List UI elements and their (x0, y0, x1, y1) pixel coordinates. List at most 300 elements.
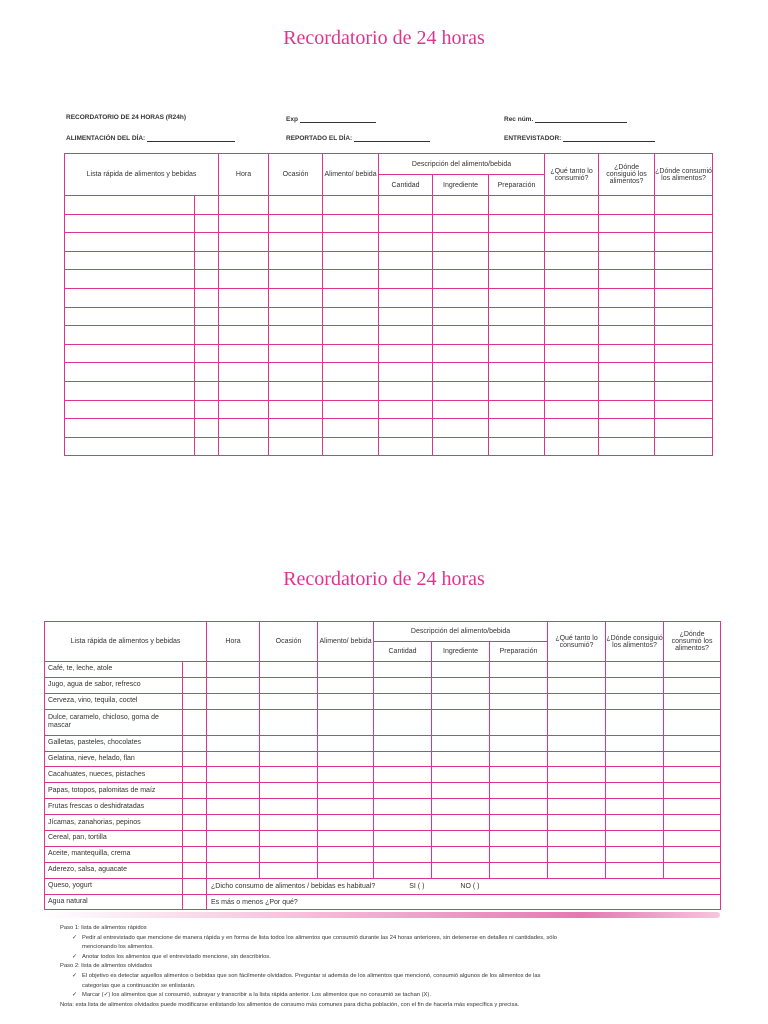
empty-cell[interactable] (606, 751, 664, 767)
empty-cell[interactable] (432, 799, 490, 815)
empty-cell[interactable] (379, 288, 433, 307)
col-que-tanto: ¿Qué tanto lo consumió? (548, 622, 606, 662)
empty-cell[interactable] (655, 233, 713, 252)
empty-cell[interactable] (490, 662, 548, 678)
rec-num-field[interactable]: Rec núm. (504, 114, 627, 123)
empty-cell[interactable] (599, 307, 655, 326)
empty-cell[interactable] (219, 381, 269, 400)
check-cell[interactable] (183, 878, 207, 894)
empty-cell[interactable] (318, 815, 374, 831)
empty-cell[interactable] (269, 288, 323, 307)
empty-cell[interactable] (195, 233, 219, 252)
empty-cell[interactable] (599, 437, 655, 456)
empty-cell[interactable] (490, 799, 548, 815)
form1-empty-row (65, 381, 713, 400)
empty-cell[interactable] (65, 419, 195, 438)
empty-cell[interactable] (269, 196, 323, 215)
empty-cell[interactable] (655, 214, 713, 233)
empty-cell[interactable] (664, 693, 721, 709)
food-row (45, 894, 721, 910)
empty-cell[interactable] (207, 735, 260, 751)
empty-cell[interactable] (207, 662, 260, 678)
empty-cell[interactable] (195, 400, 219, 419)
empty-cell[interactable] (269, 270, 323, 289)
empty-cell[interactable] (548, 799, 606, 815)
empty-cell[interactable] (490, 831, 548, 847)
check-cell[interactable] (183, 815, 207, 831)
empty-cell[interactable] (219, 270, 269, 289)
empty-cell[interactable] (379, 326, 433, 345)
empty-cell[interactable] (318, 709, 374, 735)
check-cell[interactable] (183, 709, 207, 735)
empty-cell[interactable] (433, 270, 489, 289)
empty-cell[interactable] (269, 307, 323, 326)
empty-cell[interactable] (260, 677, 318, 693)
empty-cell[interactable] (432, 677, 490, 693)
empty-cell[interactable] (323, 437, 379, 456)
empty-cell[interactable] (599, 196, 655, 215)
empty-cell[interactable] (374, 783, 432, 799)
check-cell[interactable] (183, 783, 207, 799)
empty-cell[interactable] (433, 233, 489, 252)
empty-cell[interactable] (599, 344, 655, 363)
empty-cell[interactable] (260, 693, 318, 709)
empty-cell[interactable] (655, 419, 713, 438)
empty-cell[interactable] (664, 677, 721, 693)
empty-cell[interactable] (548, 709, 606, 735)
empty-cell[interactable] (433, 214, 489, 233)
empty-cell[interactable] (219, 288, 269, 307)
empty-cell[interactable] (318, 751, 374, 767)
empty-cell[interactable] (489, 288, 545, 307)
empty-cell[interactable] (219, 251, 269, 270)
empty-cell[interactable] (207, 831, 260, 847)
check-cell[interactable] (183, 693, 207, 709)
empty-cell[interactable] (433, 326, 489, 345)
empty-cell[interactable] (655, 251, 713, 270)
empty-cell[interactable] (269, 214, 323, 233)
empty-cell[interactable] (318, 662, 374, 678)
empty-cell[interactable] (664, 846, 721, 862)
check-cell[interactable] (183, 799, 207, 815)
empty-cell[interactable] (374, 693, 432, 709)
empty-cell[interactable] (489, 251, 545, 270)
empty-cell[interactable] (323, 326, 379, 345)
empty-cell[interactable] (489, 270, 545, 289)
empty-cell[interactable] (545, 214, 599, 233)
col-donde-consumio: ¿Dónde consumió los alimentos? (664, 622, 721, 662)
empty-cell[interactable] (664, 751, 721, 767)
empty-cell[interactable] (318, 783, 374, 799)
empty-cell[interactable] (65, 326, 195, 345)
empty-cell[interactable] (195, 344, 219, 363)
food-row (45, 693, 721, 709)
empty-cell[interactable] (606, 693, 664, 709)
empty-cell[interactable] (606, 799, 664, 815)
si-option[interactable]: SI ( ) (409, 882, 425, 890)
empty-cell[interactable] (548, 662, 606, 678)
empty-cell[interactable] (606, 846, 664, 862)
empty-cell[interactable] (664, 735, 721, 751)
empty-cell[interactable] (318, 862, 374, 878)
empty-cell[interactable] (219, 214, 269, 233)
empty-cell[interactable] (269, 419, 323, 438)
empty-cell[interactable] (548, 862, 606, 878)
empty-cell[interactable] (432, 709, 490, 735)
empty-cell[interactable] (599, 288, 655, 307)
empty-cell[interactable] (432, 662, 490, 678)
empty-cell[interactable] (606, 767, 664, 783)
empty-cell[interactable] (655, 381, 713, 400)
empty-cell[interactable] (548, 815, 606, 831)
empty-cell[interactable] (433, 344, 489, 363)
empty-cell[interactable] (195, 251, 219, 270)
empty-cell[interactable] (433, 381, 489, 400)
empty-cell[interactable] (65, 344, 195, 363)
empty-cell[interactable] (433, 363, 489, 382)
empty-cell[interactable] (374, 815, 432, 831)
empty-cell[interactable] (207, 846, 260, 862)
empty-cell[interactable] (664, 783, 721, 799)
empty-cell[interactable] (260, 831, 318, 847)
empty-cell[interactable] (490, 735, 548, 751)
check-cell[interactable] (183, 846, 207, 862)
empty-cell[interactable] (269, 344, 323, 363)
empty-cell[interactable] (260, 751, 318, 767)
empty-cell[interactable] (545, 437, 599, 456)
empty-cell[interactable] (433, 419, 489, 438)
empty-cell[interactable] (432, 862, 490, 878)
empty-cell[interactable] (606, 709, 664, 735)
empty-cell[interactable] (374, 846, 432, 862)
empty-cell[interactable] (219, 344, 269, 363)
empty-cell[interactable] (260, 735, 318, 751)
empty-cell[interactable] (489, 437, 545, 456)
empty-cell[interactable] (260, 862, 318, 878)
empty-cell[interactable] (655, 326, 713, 345)
empty-cell[interactable] (606, 677, 664, 693)
empty-cell[interactable] (599, 270, 655, 289)
empty-cell[interactable] (379, 400, 433, 419)
empty-cell[interactable] (379, 196, 433, 215)
empty-cell[interactable] (379, 381, 433, 400)
empty-cell[interactable] (545, 381, 599, 400)
check-cell[interactable] (183, 862, 207, 878)
empty-cell[interactable] (269, 400, 323, 419)
empty-cell[interactable] (65, 437, 195, 456)
empty-cell[interactable] (490, 846, 548, 862)
empty-cell[interactable] (655, 196, 713, 215)
empty-cell[interactable] (489, 233, 545, 252)
empty-cell[interactable] (195, 288, 219, 307)
empty-cell[interactable] (432, 735, 490, 751)
empty-cell[interactable] (219, 196, 269, 215)
empty-cell[interactable] (65, 251, 195, 270)
empty-cell[interactable] (318, 693, 374, 709)
empty-cell[interactable] (490, 767, 548, 783)
empty-cell[interactable] (323, 400, 379, 419)
empty-cell[interactable] (195, 381, 219, 400)
empty-cell[interactable] (433, 288, 489, 307)
empty-cell[interactable] (379, 307, 433, 326)
empty-cell[interactable] (65, 381, 195, 400)
empty-cell[interactable] (664, 862, 721, 878)
empty-cell[interactable] (374, 767, 432, 783)
empty-cell[interactable] (545, 307, 599, 326)
empty-cell[interactable] (599, 419, 655, 438)
empty-cell[interactable] (664, 831, 721, 847)
empty-cell[interactable] (655, 288, 713, 307)
empty-cell[interactable] (655, 270, 713, 289)
empty-cell[interactable] (207, 709, 260, 735)
empty-cell[interactable] (379, 419, 433, 438)
col-cantidad: Cantidad (374, 642, 432, 662)
empty-cell[interactable] (195, 326, 219, 345)
empty-cell[interactable] (323, 251, 379, 270)
empty-cell[interactable] (379, 251, 433, 270)
empty-cell[interactable] (195, 196, 219, 215)
empty-cell[interactable] (606, 831, 664, 847)
empty-cell[interactable] (219, 326, 269, 345)
empty-cell[interactable] (269, 251, 323, 270)
empty-cell[interactable] (379, 437, 433, 456)
empty-cell[interactable] (548, 846, 606, 862)
empty-cell[interactable] (260, 815, 318, 831)
empty-cell[interactable] (548, 767, 606, 783)
empty-cell[interactable] (318, 831, 374, 847)
empty-cell[interactable] (545, 344, 599, 363)
empty-cell[interactable] (260, 662, 318, 678)
empty-cell[interactable] (664, 709, 721, 735)
empty-cell[interactable] (219, 233, 269, 252)
empty-cell[interactable] (219, 307, 269, 326)
empty-cell[interactable] (219, 437, 269, 456)
empty-cell[interactable] (664, 662, 721, 678)
empty-cell[interactable] (489, 344, 545, 363)
empty-cell[interactable] (323, 419, 379, 438)
empty-cell[interactable] (65, 196, 195, 215)
empty-cell[interactable] (599, 400, 655, 419)
empty-cell[interactable] (219, 363, 269, 382)
empty-cell[interactable] (318, 677, 374, 693)
empty-cell[interactable] (489, 214, 545, 233)
empty-cell[interactable] (548, 831, 606, 847)
empty-cell[interactable] (433, 437, 489, 456)
empty-cell[interactable] (655, 307, 713, 326)
empty-cell[interactable] (65, 214, 195, 233)
empty-cell[interactable] (323, 196, 379, 215)
check-cell[interactable] (183, 735, 207, 751)
empty-cell[interactable] (606, 783, 664, 799)
check-cell[interactable] (183, 767, 207, 783)
empty-cell[interactable] (490, 862, 548, 878)
empty-cell[interactable] (260, 783, 318, 799)
empty-cell[interactable] (432, 693, 490, 709)
empty-cell[interactable] (664, 815, 721, 831)
empty-cell[interactable] (545, 400, 599, 419)
empty-cell[interactable] (655, 437, 713, 456)
empty-cell[interactable] (548, 677, 606, 693)
empty-cell[interactable] (545, 270, 599, 289)
empty-cell[interactable] (432, 767, 490, 783)
check-cell[interactable] (183, 662, 207, 678)
empty-cell[interactable] (489, 307, 545, 326)
empty-cell[interactable] (606, 735, 664, 751)
empty-cell[interactable] (599, 251, 655, 270)
empty-cell[interactable] (545, 251, 599, 270)
empty-cell[interactable] (664, 767, 721, 783)
empty-cell[interactable] (490, 751, 548, 767)
empty-cell[interactable] (374, 662, 432, 678)
empty-cell[interactable] (269, 437, 323, 456)
empty-cell[interactable] (664, 799, 721, 815)
col-preparacion: Preparación (489, 175, 545, 196)
empty-cell[interactable] (269, 363, 323, 382)
empty-cell[interactable] (489, 419, 545, 438)
empty-cell[interactable] (323, 214, 379, 233)
empty-cell[interactable] (260, 767, 318, 783)
empty-cell[interactable] (195, 437, 219, 456)
empty-cell[interactable] (490, 677, 548, 693)
empty-cell[interactable] (269, 326, 323, 345)
empty-cell[interactable] (323, 344, 379, 363)
empty-cell[interactable] (323, 270, 379, 289)
check-cell[interactable] (183, 677, 207, 693)
empty-cell[interactable] (606, 815, 664, 831)
empty-cell[interactable] (374, 862, 432, 878)
empty-cell[interactable] (195, 419, 219, 438)
empty-cell[interactable] (545, 196, 599, 215)
empty-cell[interactable] (318, 767, 374, 783)
empty-cell[interactable] (545, 419, 599, 438)
empty-cell[interactable] (374, 751, 432, 767)
empty-cell[interactable] (195, 307, 219, 326)
empty-cell[interactable] (490, 783, 548, 799)
empty-cell[interactable] (195, 363, 219, 382)
empty-cell[interactable] (207, 677, 260, 693)
empty-cell[interactable] (548, 751, 606, 767)
empty-cell[interactable] (545, 288, 599, 307)
empty-cell[interactable] (379, 214, 433, 233)
empty-cell[interactable] (379, 270, 433, 289)
empty-cell[interactable] (545, 326, 599, 345)
empty-cell[interactable] (432, 815, 490, 831)
empty-cell[interactable] (432, 831, 490, 847)
reportado-field[interactable]: REPORTADO EL DÍA: (286, 133, 430, 142)
no-option[interactable]: NO ( ) (460, 882, 480, 890)
empty-cell[interactable] (490, 693, 548, 709)
empty-cell[interactable] (374, 799, 432, 815)
empty-cell[interactable] (65, 288, 195, 307)
empty-cell[interactable] (207, 799, 260, 815)
empty-cell[interactable] (599, 326, 655, 345)
empty-cell[interactable] (269, 233, 323, 252)
empty-cell[interactable] (548, 735, 606, 751)
empty-cell[interactable] (489, 363, 545, 382)
empty-cell[interactable] (207, 767, 260, 783)
empty-cell[interactable] (655, 363, 713, 382)
empty-cell[interactable] (489, 196, 545, 215)
empty-cell[interactable] (490, 709, 548, 735)
empty-cell[interactable] (207, 862, 260, 878)
empty-cell[interactable] (323, 307, 379, 326)
empty-cell[interactable] (219, 400, 269, 419)
empty-cell[interactable] (207, 751, 260, 767)
empty-cell[interactable] (606, 862, 664, 878)
empty-cell[interactable] (655, 400, 713, 419)
empty-cell[interactable] (655, 344, 713, 363)
empty-cell[interactable] (432, 751, 490, 767)
empty-cell[interactable] (374, 735, 432, 751)
entrevistador-field[interactable]: ENTREVISTADOR: (504, 133, 655, 142)
empty-cell[interactable] (374, 831, 432, 847)
empty-cell[interactable] (548, 693, 606, 709)
empty-cell[interactable] (318, 735, 374, 751)
empty-cell[interactable] (207, 815, 260, 831)
empty-cell[interactable] (195, 214, 219, 233)
empty-cell[interactable] (432, 846, 490, 862)
empty-cell[interactable] (65, 400, 195, 419)
empty-cell[interactable] (323, 363, 379, 382)
empty-cell[interactable] (374, 709, 432, 735)
empty-cell[interactable] (379, 344, 433, 363)
empty-cell[interactable] (323, 288, 379, 307)
empty-cell[interactable] (548, 783, 606, 799)
alimentacion-field[interactable]: ALIMENTACIÓN DEL DÍA: (66, 133, 235, 142)
empty-cell[interactable] (65, 270, 195, 289)
empty-cell[interactable] (599, 363, 655, 382)
check-cell[interactable] (183, 831, 207, 847)
empty-cell[interactable] (323, 381, 379, 400)
empty-cell[interactable] (323, 233, 379, 252)
empty-cell[interactable] (318, 846, 374, 862)
empty-cell[interactable] (207, 693, 260, 709)
empty-cell[interactable] (432, 783, 490, 799)
empty-cell[interactable] (545, 363, 599, 382)
empty-cell[interactable] (379, 363, 433, 382)
empty-cell[interactable] (260, 799, 318, 815)
empty-cell[interactable] (433, 307, 489, 326)
empty-cell[interactable] (318, 799, 374, 815)
empty-cell[interactable] (374, 677, 432, 693)
empty-cell[interactable] (65, 363, 195, 382)
empty-cell[interactable] (219, 419, 269, 438)
empty-cell[interactable] (260, 846, 318, 862)
empty-cell[interactable] (207, 783, 260, 799)
check-cell[interactable] (183, 894, 207, 910)
empty-cell[interactable] (606, 662, 664, 678)
empty-cell[interactable] (489, 400, 545, 419)
empty-cell[interactable] (433, 400, 489, 419)
empty-cell[interactable] (489, 326, 545, 345)
empty-cell[interactable] (545, 233, 599, 252)
empty-cell[interactable] (433, 196, 489, 215)
empty-cell[interactable] (599, 381, 655, 400)
check-cell[interactable] (183, 751, 207, 767)
empty-cell[interactable] (599, 214, 655, 233)
empty-cell[interactable] (490, 815, 548, 831)
empty-cell[interactable] (379, 233, 433, 252)
empty-cell[interactable] (599, 233, 655, 252)
empty-cell[interactable] (65, 233, 195, 252)
empty-cell[interactable] (260, 709, 318, 735)
empty-cell[interactable] (269, 381, 323, 400)
empty-cell[interactable] (489, 381, 545, 400)
exp-field[interactable]: Exp (286, 114, 376, 123)
empty-cell[interactable] (195, 270, 219, 289)
empty-cell[interactable] (65, 307, 195, 326)
empty-cell[interactable] (433, 251, 489, 270)
